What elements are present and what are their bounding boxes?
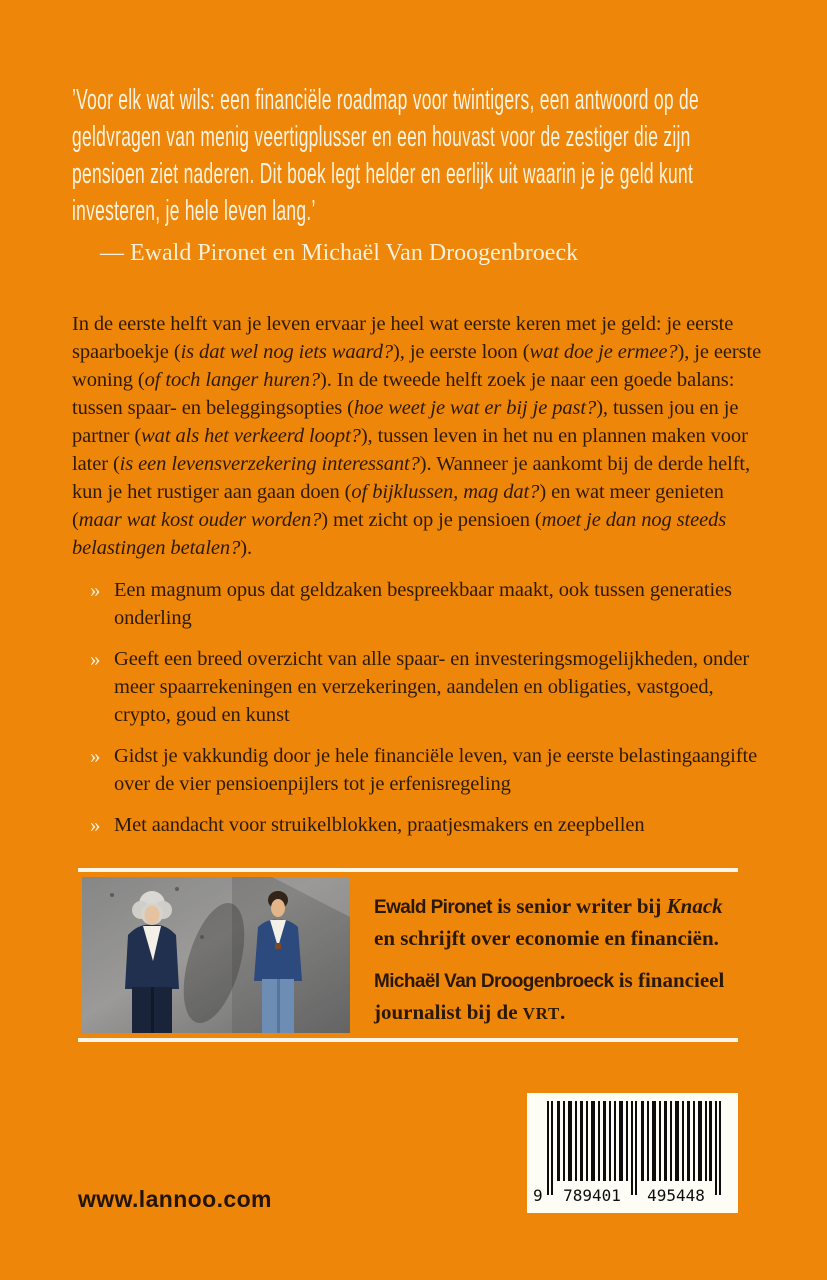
publisher-website: www.lannoo.com (78, 1186, 272, 1212)
selling-points-list (72, 576, 766, 839)
main-text-column (72, 0, 766, 852)
author-bio-ewald-pironet: Ewald Pironet is senior writer bij Knack en schrijft over economie en financiën. (374, 894, 723, 950)
divider-top (78, 868, 738, 872)
isbn-group-1: 789401 (563, 1186, 621, 1205)
authors-section (78, 868, 738, 1042)
bullet-text: Gidst je vakkundig door je hele financiële leven, van je eerste belastingaangifte over de vier pensioenpijlers tot je erfenisregeling (114, 745, 758, 795)
isbn-barcode (527, 1093, 738, 1213)
divider-bottom (78, 1038, 738, 1042)
isbn-group-2: 495448 (647, 1186, 705, 1205)
quote-attribution: — Ewald Pironet en Michaël Van Droogenbroeck (100, 240, 579, 266)
description-paragraph: In de eerste helft van je leven ervaar je heel wat eerste keren met je geld: je eerste spaarboekje (is dat wel nog iets waard?), je eerste loon (wat doe je ermee?), je eerste woning (of toch langer huren?). In de tweede helft zoek je naar een goede balans: tussen spaar- en beleggingsopties (hoe weet je wat er bij je past?), tussen jou en je partner (wat als het verkeerd loopt?), tussen leven in het nu en plannen maken voor later (is een levensverzekering interessant?). Wanneer je aankomt bij de derde helft, kun je het rustiger aan gaan doen (of bijklussen, mag dat?) en wat meer genieten (maar wat kost ouder worden?) met zicht op je pensioen (moet je dan nog steeds belastingen betalen?). (72, 313, 762, 559)
barcode-bars (547, 1101, 721, 1195)
review-quote-block (72, 82, 766, 232)
list-item (90, 742, 766, 798)
list-item (90, 811, 766, 839)
author-bios (374, 877, 738, 1033)
chevron-bullet-icon: » (90, 647, 101, 671)
bullet-text: Een magnum opus dat geldzaken bespreekbaar maakt, ook tussen generaties onderling (114, 579, 732, 629)
list-item (90, 576, 766, 632)
chevron-bullet-icon: » (90, 578, 101, 602)
review-quote-text: ’Voor elk wat wils: een financiële roadmap voor twintigers, een antwoord op de geldvragen van menig veertigplusser en een houvast voor de zestiger die zijn pensioen ziet naderen. Dit boek legt helder en eerlijk uit waarin je je geld kunt investeren, je hele leven lang.’ (72, 84, 699, 227)
author-bio-michael-van-droogenbroeck: Michaël Van Droogenbroeck is financieel journalist bij de VRT. (374, 968, 725, 1024)
isbn-first-digit: 9 (533, 1186, 543, 1205)
list-item (90, 645, 766, 729)
chevron-bullet-icon: » (90, 744, 101, 768)
authors-photo (82, 877, 350, 1033)
chevron-bullet-icon: » (90, 813, 101, 837)
bullet-text: Geeft een breed overzicht van alle spaar- en investeringsmogelijkheden, onder meer spaarrekeningen en verzekeringen, aandelen en obligaties, vastgoed, crypto, goud en kunst (114, 648, 750, 726)
bullet-text: Met aandacht voor struikelblokken, praatjesmakers en zeepbellen (114, 814, 645, 836)
